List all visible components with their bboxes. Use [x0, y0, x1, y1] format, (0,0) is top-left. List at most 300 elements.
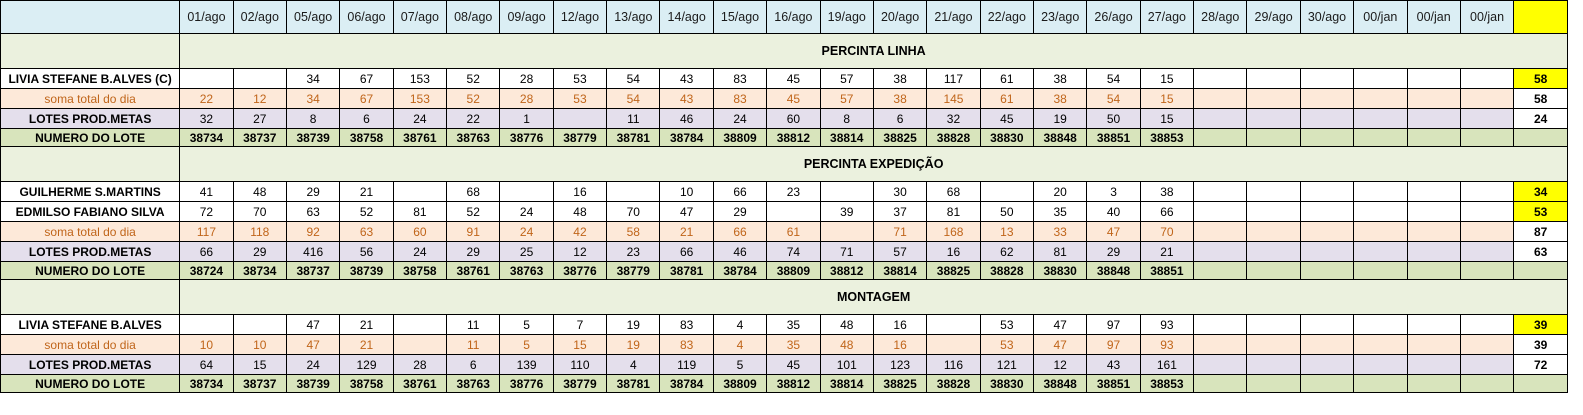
lotes-value-cell[interactable]: 50 [1087, 109, 1140, 129]
numero-value-cell[interactable]: 38814 [873, 262, 926, 280]
worker-value-cell[interactable]: 117 [927, 69, 980, 89]
numero-label-cell[interactable]: NUMERO DO LOTE [1, 375, 180, 393]
lotes-value-cell[interactable] [1460, 242, 1513, 262]
numero-value-cell[interactable]: 38734 [180, 375, 233, 393]
numero-value-cell[interactable] [1300, 129, 1353, 147]
lotes-value-cell[interactable]: 60 [767, 109, 820, 129]
worker-value-cell[interactable] [1407, 182, 1460, 202]
numero-value-cell[interactable] [1460, 375, 1513, 393]
date-header-cell[interactable]: 26/ago [1087, 1, 1140, 34]
date-header-cell[interactable]: 29/ago [1247, 1, 1300, 34]
worker-value-cell[interactable]: 11 [447, 315, 500, 335]
date-header-cell[interactable]: 14/ago [660, 1, 713, 34]
worker-value-cell[interactable]: 19 [607, 315, 660, 335]
section-label-blank-cell[interactable] [1, 34, 180, 69]
numero-value-cell[interactable] [1194, 375, 1247, 393]
soma-total-cell[interactable]: 39 [1514, 335, 1568, 355]
soma-value-cell[interactable]: 12 [233, 89, 286, 109]
worker-value-cell[interactable] [1407, 315, 1460, 335]
soma-value-cell[interactable]: 54 [1087, 89, 1140, 109]
worker-value-cell[interactable]: 93 [1140, 315, 1193, 335]
numero-value-cell[interactable]: 38809 [767, 262, 820, 280]
date-header-cell[interactable]: 13/ago [607, 1, 660, 34]
lotes-value-cell[interactable]: 28 [393, 355, 446, 375]
soma-value-cell[interactable]: 48 [820, 335, 873, 355]
soma-value-cell[interactable]: 168 [927, 222, 980, 242]
lotes-value-cell[interactable]: 24 [286, 355, 339, 375]
worker-value-cell[interactable]: 35 [767, 315, 820, 335]
soma-value-cell[interactable]: 19 [607, 335, 660, 355]
numero-value-cell[interactable] [1354, 129, 1407, 147]
lotes-value-cell[interactable]: 45 [980, 109, 1033, 129]
lotes-value-cell[interactable]: 6 [447, 355, 500, 375]
numero-value-cell[interactable] [1300, 375, 1353, 393]
worker-value-cell[interactable] [1407, 69, 1460, 89]
lotes-value-cell[interactable]: 4 [607, 355, 660, 375]
worker-value-cell[interactable]: 38 [873, 69, 926, 89]
worker-value-cell[interactable] [233, 315, 286, 335]
lotes-value-cell[interactable]: 32 [927, 109, 980, 129]
lotes-value-cell[interactable]: 23 [607, 242, 660, 262]
soma-value-cell[interactable] [1247, 89, 1300, 109]
lotes-value-cell[interactable]: 101 [820, 355, 873, 375]
worker-value-cell[interactable] [1460, 182, 1513, 202]
lotes-value-cell[interactable]: 16 [927, 242, 980, 262]
worker-value-cell[interactable]: 63 [286, 202, 339, 222]
date-header-cell[interactable]: 00/jan [1460, 1, 1513, 34]
numero-value-cell[interactable]: 38812 [820, 262, 873, 280]
worker-value-cell[interactable] [1247, 202, 1300, 222]
worker-value-cell[interactable] [500, 182, 553, 202]
worker-value-cell[interactable] [1354, 315, 1407, 335]
soma-value-cell[interactable]: 153 [393, 89, 446, 109]
numero-value-cell[interactable]: 38851 [1140, 262, 1193, 280]
worker-value-cell[interactable] [1194, 315, 1247, 335]
worker-value-cell[interactable]: 67 [340, 69, 393, 89]
worker-value-cell[interactable]: 15 [1140, 69, 1193, 89]
numero-value-cell[interactable] [1407, 375, 1460, 393]
worker-value-cell[interactable]: 70 [607, 202, 660, 222]
worker-value-cell[interactable] [927, 315, 980, 335]
soma-value-cell[interactable]: 92 [286, 222, 339, 242]
soma-value-cell[interactable] [393, 335, 446, 355]
numero-value-cell[interactable]: 38761 [447, 262, 500, 280]
soma-value-cell[interactable] [1354, 89, 1407, 109]
worker-value-cell[interactable]: 35 [1034, 202, 1087, 222]
numero-value-cell[interactable]: 38828 [927, 129, 980, 147]
numero-value-cell[interactable]: 38776 [553, 262, 606, 280]
numero-value-cell[interactable]: 38739 [286, 129, 339, 147]
worker-value-cell[interactable] [393, 182, 446, 202]
numero-value-cell[interactable]: 38758 [340, 129, 393, 147]
worker-value-cell[interactable]: 3 [1087, 182, 1140, 202]
numero-value-cell[interactable]: 38784 [660, 375, 713, 393]
soma-value-cell[interactable]: 117 [180, 222, 233, 242]
date-header-cell[interactable]: 05/ago [286, 1, 339, 34]
lotes-value-cell[interactable] [553, 109, 606, 129]
worker-value-cell[interactable] [1247, 182, 1300, 202]
soma-value-cell[interactable]: 47 [1087, 222, 1140, 242]
lotes-value-cell[interactable]: 129 [340, 355, 393, 375]
numero-value-cell[interactable]: 38739 [286, 375, 339, 393]
date-header-cell[interactable]: 00/jan [1354, 1, 1407, 34]
worker-value-cell[interactable]: 61 [980, 69, 1033, 89]
numero-value-cell[interactable]: 38848 [1034, 375, 1087, 393]
soma-value-cell[interactable]: 91 [447, 222, 500, 242]
worker-value-cell[interactable]: 41 [180, 182, 233, 202]
date-header-cell[interactable]: 02/ago [233, 1, 286, 34]
numero-value-cell[interactable]: 38784 [713, 262, 766, 280]
worker-value-cell[interactable] [180, 315, 233, 335]
lotes-value-cell[interactable] [1194, 109, 1247, 129]
numero-value-cell[interactable]: 38848 [1034, 129, 1087, 147]
worker-value-cell[interactable] [1300, 202, 1353, 222]
numero-value-cell[interactable]: 38853 [1140, 375, 1193, 393]
lotes-value-cell[interactable]: 12 [553, 242, 606, 262]
worker-label-cell[interactable]: GUILHERME S.MARTINS [1, 182, 180, 202]
date-header-cell[interactable]: 23/ago [1034, 1, 1087, 34]
soma-value-cell[interactable] [1300, 222, 1353, 242]
worker-label-cell[interactable]: EDMILSO FABIANO SILVA [1, 202, 180, 222]
soma-value-cell[interactable]: 67 [340, 89, 393, 109]
date-header-cell[interactable]: 16/ago [767, 1, 820, 34]
lotes-value-cell[interactable] [1194, 242, 1247, 262]
numero-value-cell[interactable]: 38851 [1087, 375, 1140, 393]
lotes-value-cell[interactable]: 161 [1140, 355, 1193, 375]
numero-value-cell[interactable]: 38853 [1140, 129, 1193, 147]
numero-value-cell[interactable]: 38763 [447, 375, 500, 393]
lotes-value-cell[interactable]: 6 [873, 109, 926, 129]
lotes-value-cell[interactable] [1354, 109, 1407, 129]
numero-value-cell[interactable]: 38758 [340, 375, 393, 393]
date-header-cell[interactable]: 28/ago [1194, 1, 1247, 34]
worker-value-cell[interactable]: 53 [980, 315, 1033, 335]
date-header-cell[interactable]: 15/ago [713, 1, 766, 34]
soma-value-cell[interactable] [1407, 335, 1460, 355]
worker-value-cell[interactable]: 50 [980, 202, 1033, 222]
lotes-value-cell[interactable]: 46 [713, 242, 766, 262]
worker-value-cell[interactable]: 24 [500, 202, 553, 222]
worker-value-cell[interactable]: 5 [500, 315, 553, 335]
soma-value-cell[interactable] [1300, 335, 1353, 355]
worker-value-cell[interactable]: 81 [927, 202, 980, 222]
worker-value-cell[interactable]: 7 [553, 315, 606, 335]
lotes-value-cell[interactable]: 11 [607, 109, 660, 129]
worker-value-cell[interactable]: 97 [1087, 315, 1140, 335]
numero-value-cell[interactable]: 38776 [500, 129, 553, 147]
date-header-cell[interactable]: 08/ago [447, 1, 500, 34]
worker-value-cell[interactable]: 16 [553, 182, 606, 202]
worker-value-cell[interactable]: 40 [1087, 202, 1140, 222]
soma-value-cell[interactable]: 16 [873, 335, 926, 355]
lotes-value-cell[interactable]: 21 [1140, 242, 1193, 262]
worker-total-cell[interactable]: 39 [1514, 315, 1568, 335]
numero-value-cell[interactable]: 38825 [873, 375, 926, 393]
worker-value-cell[interactable]: 29 [713, 202, 766, 222]
soma-value-cell[interactable] [1460, 89, 1513, 109]
numero-value-cell[interactable]: 38825 [873, 129, 926, 147]
lotes-total-cell[interactable]: 24 [1514, 109, 1568, 129]
soma-value-cell[interactable]: 42 [553, 222, 606, 242]
worker-value-cell[interactable]: 45 [767, 69, 820, 89]
numero-value-cell[interactable] [1300, 262, 1353, 280]
soma-value-cell[interactable] [1407, 89, 1460, 109]
soma-value-cell[interactable]: 21 [660, 222, 713, 242]
lotes-value-cell[interactable]: 116 [927, 355, 980, 375]
date-header-cell[interactable]: 09/ago [500, 1, 553, 34]
soma-value-cell[interactable]: 21 [340, 335, 393, 355]
soma-value-cell[interactable]: 35 [767, 335, 820, 355]
section-label-blank-cell[interactable] [1, 147, 180, 182]
lotes-value-cell[interactable] [1354, 242, 1407, 262]
lotes-value-cell[interactable]: 45 [767, 355, 820, 375]
soma-value-cell[interactable] [1460, 335, 1513, 355]
soma-value-cell[interactable] [1194, 335, 1247, 355]
worker-value-cell[interactable] [1460, 315, 1513, 335]
soma-value-cell[interactable]: 13 [980, 222, 1033, 242]
lotes-value-cell[interactable] [1300, 242, 1353, 262]
numero-value-cell[interactable]: 38763 [500, 262, 553, 280]
numero-value-cell[interactable] [1407, 262, 1460, 280]
worker-value-cell[interactable] [980, 182, 1033, 202]
numero-value-cell[interactable]: 38734 [180, 129, 233, 147]
soma-total-cell[interactable]: 87 [1514, 222, 1568, 242]
soma-value-cell[interactable]: 47 [1034, 335, 1087, 355]
numero-value-cell[interactable]: 38828 [980, 262, 1033, 280]
lotes-value-cell[interactable]: 57 [873, 242, 926, 262]
soma-label-cell[interactable]: soma total do dia [1, 335, 180, 355]
worker-value-cell[interactable]: 81 [393, 202, 446, 222]
soma-value-cell[interactable]: 24 [500, 222, 553, 242]
soma-value-cell[interactable]: 52 [447, 89, 500, 109]
numero-value-cell[interactable] [1247, 129, 1300, 147]
date-header-cell[interactable]: 12/ago [553, 1, 606, 34]
numero-value-cell[interactable] [1354, 375, 1407, 393]
numero-value-cell[interactable]: 38848 [1087, 262, 1140, 280]
worker-value-cell[interactable]: 34 [286, 69, 339, 89]
numero-value-cell[interactable]: 38814 [820, 375, 873, 393]
lotes-value-cell[interactable]: 46 [660, 109, 713, 129]
worker-value-cell[interactable]: 21 [340, 315, 393, 335]
worker-value-cell[interactable] [607, 182, 660, 202]
numero-value-cell[interactable]: 38779 [553, 375, 606, 393]
numero-value-cell[interactable]: 38739 [340, 262, 393, 280]
numero-value-cell[interactable]: 38814 [820, 129, 873, 147]
lotes-value-cell[interactable]: 416 [286, 242, 339, 262]
soma-value-cell[interactable]: 93 [1140, 335, 1193, 355]
worker-value-cell[interactable]: 30 [873, 182, 926, 202]
soma-value-cell[interactable]: 71 [873, 222, 926, 242]
soma-value-cell[interactable]: 70 [1140, 222, 1193, 242]
date-header-cell[interactable]: 00/jan [1407, 1, 1460, 34]
soma-value-cell[interactable]: 10 [233, 335, 286, 355]
section-title[interactable]: MONTAGEM [180, 280, 1568, 315]
numero-value-cell[interactable]: 38761 [393, 129, 446, 147]
worker-value-cell[interactable] [1300, 69, 1353, 89]
soma-value-cell[interactable] [1354, 222, 1407, 242]
lotes-value-cell[interactable]: 74 [767, 242, 820, 262]
worker-value-cell[interactable] [393, 315, 446, 335]
numero-value-cell[interactable] [1247, 375, 1300, 393]
lotes-value-cell[interactable] [1247, 242, 1300, 262]
soma-value-cell[interactable]: 33 [1034, 222, 1087, 242]
numero-value-cell[interactable]: 38828 [927, 375, 980, 393]
numero-value-cell[interactable]: 38779 [607, 262, 660, 280]
worker-value-cell[interactable] [1194, 69, 1247, 89]
numero-total-cell[interactable] [1514, 375, 1568, 393]
lotes-label-cell[interactable]: LOTES PROD.METAS [1, 355, 180, 375]
numero-value-cell[interactable]: 38724 [180, 262, 233, 280]
numero-value-cell[interactable]: 38809 [713, 129, 766, 147]
worker-value-cell[interactable]: 83 [713, 69, 766, 89]
date-header-cell[interactable]: 20/ago [873, 1, 926, 34]
worker-value-cell[interactable] [1460, 202, 1513, 222]
lotes-value-cell[interactable]: 123 [873, 355, 926, 375]
worker-value-cell[interactable]: 43 [660, 69, 713, 89]
numero-value-cell[interactable]: 38851 [1087, 129, 1140, 147]
worker-value-cell[interactable] [1300, 182, 1353, 202]
soma-value-cell[interactable] [1460, 222, 1513, 242]
lotes-value-cell[interactable] [1300, 355, 1353, 375]
soma-value-cell[interactable]: 10 [180, 335, 233, 355]
worker-value-cell[interactable]: 28 [500, 69, 553, 89]
soma-label-cell[interactable]: soma total do dia [1, 89, 180, 109]
lotes-value-cell[interactable] [1354, 355, 1407, 375]
soma-value-cell[interactable]: 34 [286, 89, 339, 109]
soma-value-cell[interactable] [927, 335, 980, 355]
worker-total-cell[interactable]: 58 [1514, 69, 1568, 89]
worker-value-cell[interactable]: 57 [820, 69, 873, 89]
lotes-value-cell[interactable]: 62 [980, 242, 1033, 262]
section-title[interactable]: PERCINTA EXPEDIÇÃO [180, 147, 1568, 182]
lotes-value-cell[interactable]: 8 [286, 109, 339, 129]
date-header-cell[interactable]: 21/ago [927, 1, 980, 34]
worker-total-cell[interactable]: 53 [1514, 202, 1568, 222]
soma-value-cell[interactable]: 145 [927, 89, 980, 109]
soma-value-cell[interactable] [1247, 335, 1300, 355]
numero-value-cell[interactable]: 38830 [980, 129, 1033, 147]
lotes-value-cell[interactable]: 1 [500, 109, 553, 129]
soma-value-cell[interactable]: 45 [767, 89, 820, 109]
section-title[interactable]: PERCINTA LINHA [180, 34, 1568, 69]
worker-value-cell[interactable]: 29 [286, 182, 339, 202]
lotes-value-cell[interactable]: 56 [340, 242, 393, 262]
soma-value-cell[interactable]: 22 [180, 89, 233, 109]
worker-value-cell[interactable] [180, 69, 233, 89]
worker-value-cell[interactable] [1194, 182, 1247, 202]
numero-value-cell[interactable]: 38737 [233, 129, 286, 147]
soma-value-cell[interactable]: 11 [447, 335, 500, 355]
worker-value-cell[interactable]: 66 [1140, 202, 1193, 222]
soma-value-cell[interactable]: 38 [1034, 89, 1087, 109]
soma-value-cell[interactable]: 61 [980, 89, 1033, 109]
soma-value-cell[interactable]: 60 [393, 222, 446, 242]
numero-value-cell[interactable]: 38763 [447, 129, 500, 147]
soma-value-cell[interactable]: 43 [660, 89, 713, 109]
worker-value-cell[interactable] [1194, 202, 1247, 222]
soma-value-cell[interactable] [820, 222, 873, 242]
soma-value-cell[interactable]: 54 [607, 89, 660, 109]
worker-value-cell[interactable]: 16 [873, 315, 926, 335]
worker-value-cell[interactable]: 83 [660, 315, 713, 335]
lotes-value-cell[interactable]: 81 [1034, 242, 1087, 262]
numero-value-cell[interactable] [1460, 262, 1513, 280]
lotes-value-cell[interactable]: 19 [1034, 109, 1087, 129]
numero-value-cell[interactable]: 38812 [767, 375, 820, 393]
lotes-value-cell[interactable]: 71 [820, 242, 873, 262]
worker-value-cell[interactable]: 47 [660, 202, 713, 222]
worker-value-cell[interactable]: 48 [820, 315, 873, 335]
worker-value-cell[interactable]: 153 [393, 69, 446, 89]
worker-value-cell[interactable]: 48 [233, 182, 286, 202]
date-header-cell[interactable]: 06/ago [340, 1, 393, 34]
worker-value-cell[interactable]: 39 [820, 202, 873, 222]
numero-value-cell[interactable]: 38734 [233, 262, 286, 280]
lotes-value-cell[interactable] [1300, 109, 1353, 129]
numero-value-cell[interactable]: 38781 [607, 129, 660, 147]
worker-value-cell[interactable]: 52 [447, 69, 500, 89]
worker-value-cell[interactable] [1460, 69, 1513, 89]
worker-value-cell[interactable] [1247, 315, 1300, 335]
date-header-cell[interactable]: 19/ago [820, 1, 873, 34]
soma-value-cell[interactable]: 58 [607, 222, 660, 242]
lotes-value-cell[interactable]: 110 [553, 355, 606, 375]
numero-value-cell[interactable]: 38781 [660, 262, 713, 280]
lotes-value-cell[interactable] [1460, 109, 1513, 129]
numero-value-cell[interactable] [1247, 262, 1300, 280]
lotes-value-cell[interactable]: 66 [660, 242, 713, 262]
soma-value-cell[interactable] [1354, 335, 1407, 355]
lotes-value-cell[interactable] [1247, 109, 1300, 129]
lotes-value-cell[interactable]: 43 [1087, 355, 1140, 375]
lotes-value-cell[interactable] [1247, 355, 1300, 375]
numero-value-cell[interactable]: 38761 [393, 375, 446, 393]
numero-value-cell[interactable] [1407, 129, 1460, 147]
numero-value-cell[interactable]: 38809 [713, 375, 766, 393]
date-header-cell[interactable]: 30/ago [1300, 1, 1353, 34]
worker-value-cell[interactable] [1407, 202, 1460, 222]
numero-label-cell[interactable]: NUMERO DO LOTE [1, 262, 180, 280]
lotes-value-cell[interactable]: 29 [233, 242, 286, 262]
worker-value-cell[interactable] [233, 69, 286, 89]
lotes-value-cell[interactable]: 15 [233, 355, 286, 375]
worker-value-cell[interactable]: 52 [447, 202, 500, 222]
numero-value-cell[interactable]: 38737 [233, 375, 286, 393]
lotes-value-cell[interactable]: 6 [340, 109, 393, 129]
soma-value-cell[interactable]: 47 [286, 335, 339, 355]
section-label-blank-cell[interactable] [1, 280, 180, 315]
numero-value-cell[interactable] [1194, 262, 1247, 280]
soma-value-cell[interactable]: 63 [340, 222, 393, 242]
numero-value-cell[interactable]: 38781 [607, 375, 660, 393]
soma-value-cell[interactable]: 57 [820, 89, 873, 109]
lotes-value-cell[interactable]: 5 [713, 355, 766, 375]
numero-total-cell[interactable] [1514, 262, 1568, 280]
worker-value-cell[interactable]: 70 [233, 202, 286, 222]
soma-value-cell[interactable]: 15 [553, 335, 606, 355]
lotes-value-cell[interactable]: 12 [1034, 355, 1087, 375]
worker-value-cell[interactable]: 68 [927, 182, 980, 202]
numero-value-cell[interactable]: 38830 [1034, 262, 1087, 280]
soma-value-cell[interactable]: 4 [713, 335, 766, 355]
numero-value-cell[interactable]: 38779 [553, 129, 606, 147]
soma-value-cell[interactable] [1194, 222, 1247, 242]
numero-total-cell[interactable] [1514, 129, 1568, 147]
worker-value-cell[interactable] [1354, 182, 1407, 202]
total-header-cell[interactable] [1514, 1, 1568, 34]
worker-value-cell[interactable] [1354, 202, 1407, 222]
worker-label-cell[interactable]: LIVIA STEFANE B.ALVES [1, 315, 180, 335]
